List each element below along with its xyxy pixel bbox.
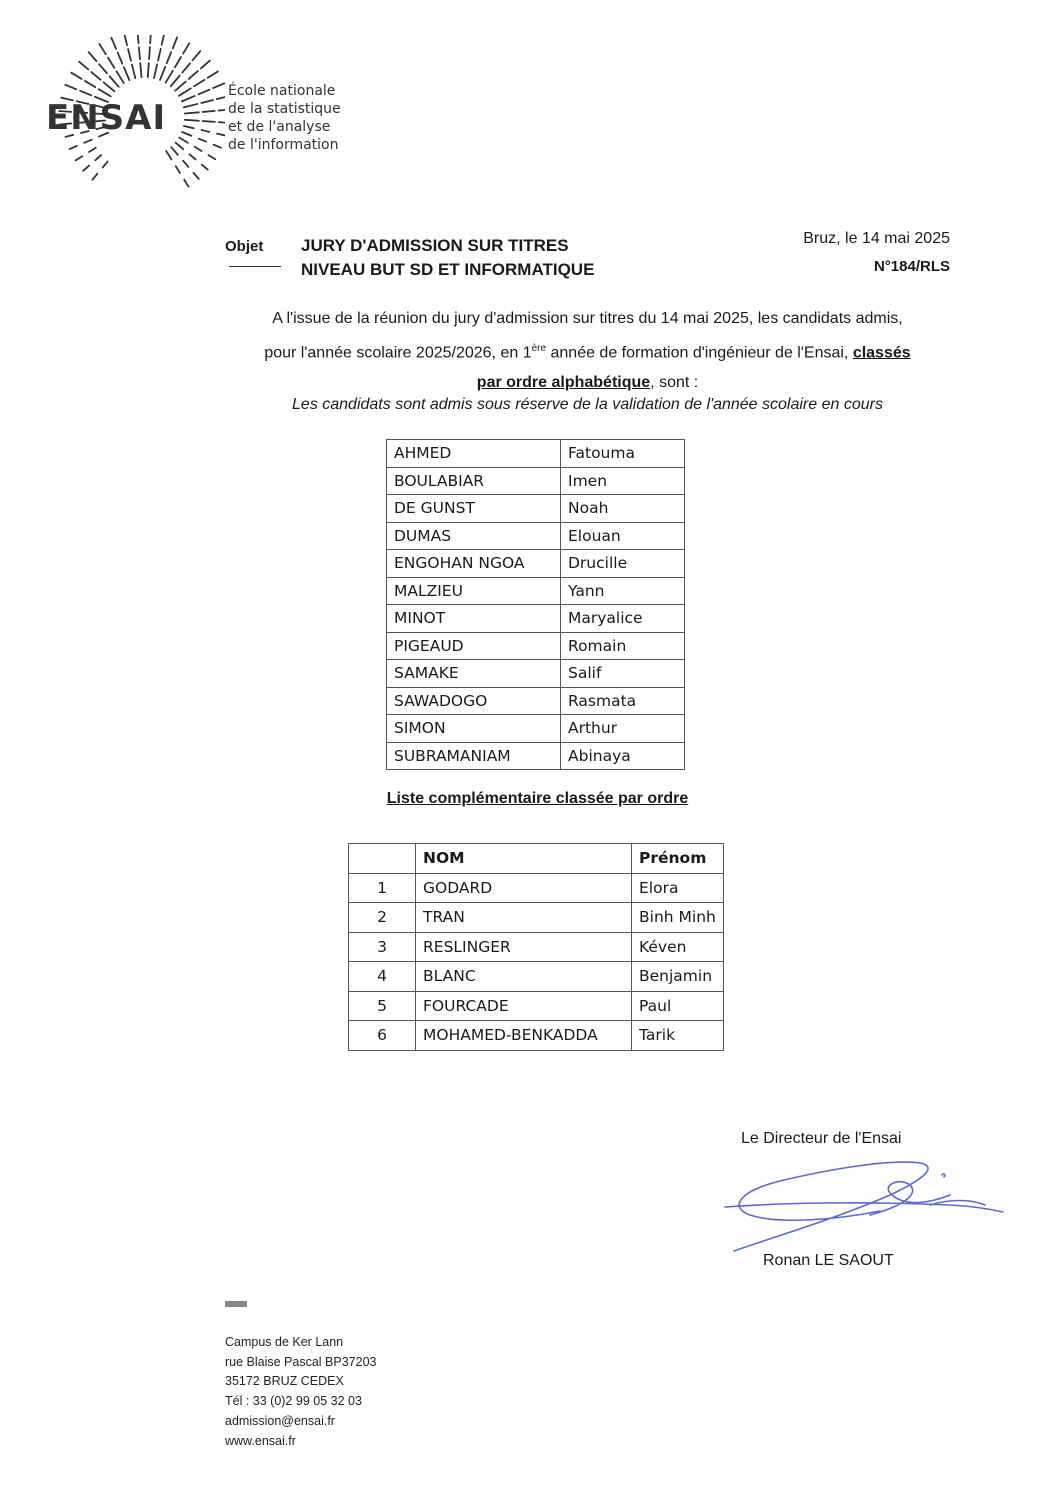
table-row	[387, 660, 685, 688]
table-row	[387, 550, 685, 578]
candidate-first-name: Drucille	[561, 550, 685, 578]
handwritten-signature	[720, 1155, 1010, 1260]
para-line	[220, 368, 955, 398]
table-row	[349, 903, 724, 933]
candidate-first-name: Elouan	[561, 522, 685, 550]
reference-number: N°184/RLS	[873, 258, 950, 275]
objet-label: Objet	[225, 238, 264, 255]
waiting-last-name: MOHAMED-BENKADDA	[416, 1021, 632, 1051]
table-row	[387, 742, 685, 770]
footer-website: www.ensai.fr	[225, 1433, 296, 1448]
candidate-first-name: Salif	[561, 660, 685, 688]
table-row	[387, 632, 685, 660]
candidate-first-name: Fatouma	[561, 440, 685, 468]
waiting-list-title: Liste complémentaire classée par ordre	[386, 790, 689, 807]
subject-line: NIVEAU BUT SD ET INFORMATIQUE	[301, 260, 595, 279]
candidate-last-name: SIMON	[387, 715, 561, 743]
table-row	[387, 495, 685, 523]
para-text: année de formation d'ingénieur de l'Ensai,	[546, 344, 853, 362]
conditional-note: Les candidats sont admis sous réserve de la validation de l'année scolaire en cours	[292, 396, 883, 413]
waiting-rank: 6	[349, 1021, 416, 1051]
para-line: A l'issue de la réunion du jury d'admission sur titres du 14 mai 2025, les candidats admis,	[272, 310, 903, 327]
waiting-first-name: Benjamin	[632, 962, 724, 992]
para-superscript: ère	[531, 343, 547, 354]
waiting-last-name: GODARD	[416, 873, 632, 903]
table-row	[387, 467, 685, 495]
table-header-row	[349, 844, 724, 874]
candidate-first-name: Noah	[561, 495, 685, 523]
candidate-first-name: Maryalice	[561, 605, 685, 633]
para-text: pour l'année scolaire 2025/2026, en 1	[264, 344, 532, 362]
candidate-last-name: MINOT	[387, 605, 561, 633]
table-row	[349, 991, 724, 1021]
table-row	[387, 522, 685, 550]
table-row	[387, 715, 685, 743]
school-name-line: de l'information	[228, 137, 339, 153]
footer-line: 35172 BRUZ CEDEX	[225, 1374, 344, 1389]
candidate-first-name: Arthur	[561, 715, 685, 743]
candidate-last-name: BOULABIAR	[387, 467, 561, 495]
waiting-rank: 3	[349, 932, 416, 962]
footer-address	[225, 1333, 376, 1451]
school-name-line: École nationale	[228, 83, 336, 99]
col-first-header: Prénom	[632, 844, 724, 874]
footer-line: rue Blaise Pascal BP37203	[225, 1354, 377, 1369]
signatory-title: Le Directeur de l'Ensai	[741, 1130, 902, 1147]
waiting-first-name: Kéven	[632, 932, 724, 962]
objet-underline	[229, 266, 281, 267]
waiting-first-name: Tarik	[632, 1021, 724, 1051]
table-row	[349, 932, 724, 962]
col-name-header: NOM	[416, 844, 632, 874]
candidate-first-name: Abinaya	[561, 742, 685, 770]
place-date: Bruz, le 14 mai 2025	[803, 230, 950, 247]
waiting-first-name: Paul	[632, 991, 724, 1021]
waiting-rank: 4	[349, 962, 416, 992]
waiting-last-name: BLANC	[416, 962, 632, 992]
candidate-last-name: SAWADOGO	[387, 687, 561, 715]
candidate-last-name: SUBRAMANIAM	[387, 742, 561, 770]
para-emphasis: classés	[852, 344, 911, 362]
waiting-list-table	[348, 843, 724, 1051]
school-name-line: de la statistique	[228, 101, 341, 117]
candidate-first-name: Yann	[561, 577, 685, 605]
waiting-last-name: RESLINGER	[416, 932, 632, 962]
ensai-wordmark: ENSAI	[46, 98, 167, 138]
waiting-last-name: TRAN	[416, 903, 632, 933]
footer-line: Campus de Ker Lann	[225, 1335, 344, 1349]
footer-email: admission@ensai.fr	[225, 1413, 335, 1428]
school-name	[228, 82, 341, 154]
candidate-first-name: Imen	[561, 467, 685, 495]
intro-paragraph	[220, 304, 955, 398]
waiting-rank: 5	[349, 991, 416, 1021]
subject	[301, 234, 594, 282]
candidate-last-name: SAMAKE	[387, 660, 561, 688]
school-name-line: et de l'analyse	[228, 119, 331, 135]
table-row	[349, 962, 724, 992]
signatory-name: Ronan LE SAOUT	[763, 1252, 894, 1269]
table-row	[387, 687, 685, 715]
candidate-first-name: Romain	[561, 632, 685, 660]
table-row	[387, 440, 685, 468]
candidate-last-name: DE GUNST	[387, 495, 561, 523]
waiting-last-name: FOURCADE	[416, 991, 632, 1021]
candidate-first-name: Rasmata	[561, 687, 685, 715]
waiting-rank: 1	[349, 873, 416, 903]
admitted-candidates-table	[386, 439, 685, 770]
table-row	[387, 605, 685, 633]
para-emphasis: par ordre alphabétique	[476, 374, 651, 392]
candidate-last-name: PIGEAUD	[387, 632, 561, 660]
waiting-rank: 2	[349, 903, 416, 933]
footer-line: Tél : 33 (0)2 99 05 32 03	[225, 1394, 362, 1409]
table-row	[349, 873, 724, 903]
candidate-last-name: DUMAS	[387, 522, 561, 550]
waiting-first-name: Elora	[632, 873, 724, 903]
candidate-last-name: ENGOHAN NGOA	[387, 550, 561, 578]
candidate-last-name: MALZIEU	[387, 577, 561, 605]
para-line	[220, 334, 955, 368]
candidate-last-name: AHMED	[387, 440, 561, 468]
table-row	[387, 577, 685, 605]
table-row	[349, 1021, 724, 1051]
waiting-first-name: Binh Minh	[632, 903, 724, 933]
subject-line: JURY D'ADMISSION SUR TITRES	[301, 236, 569, 255]
col-rank-header	[349, 844, 416, 874]
para-text: , sont :	[650, 374, 699, 392]
footer-marker	[225, 1301, 247, 1307]
